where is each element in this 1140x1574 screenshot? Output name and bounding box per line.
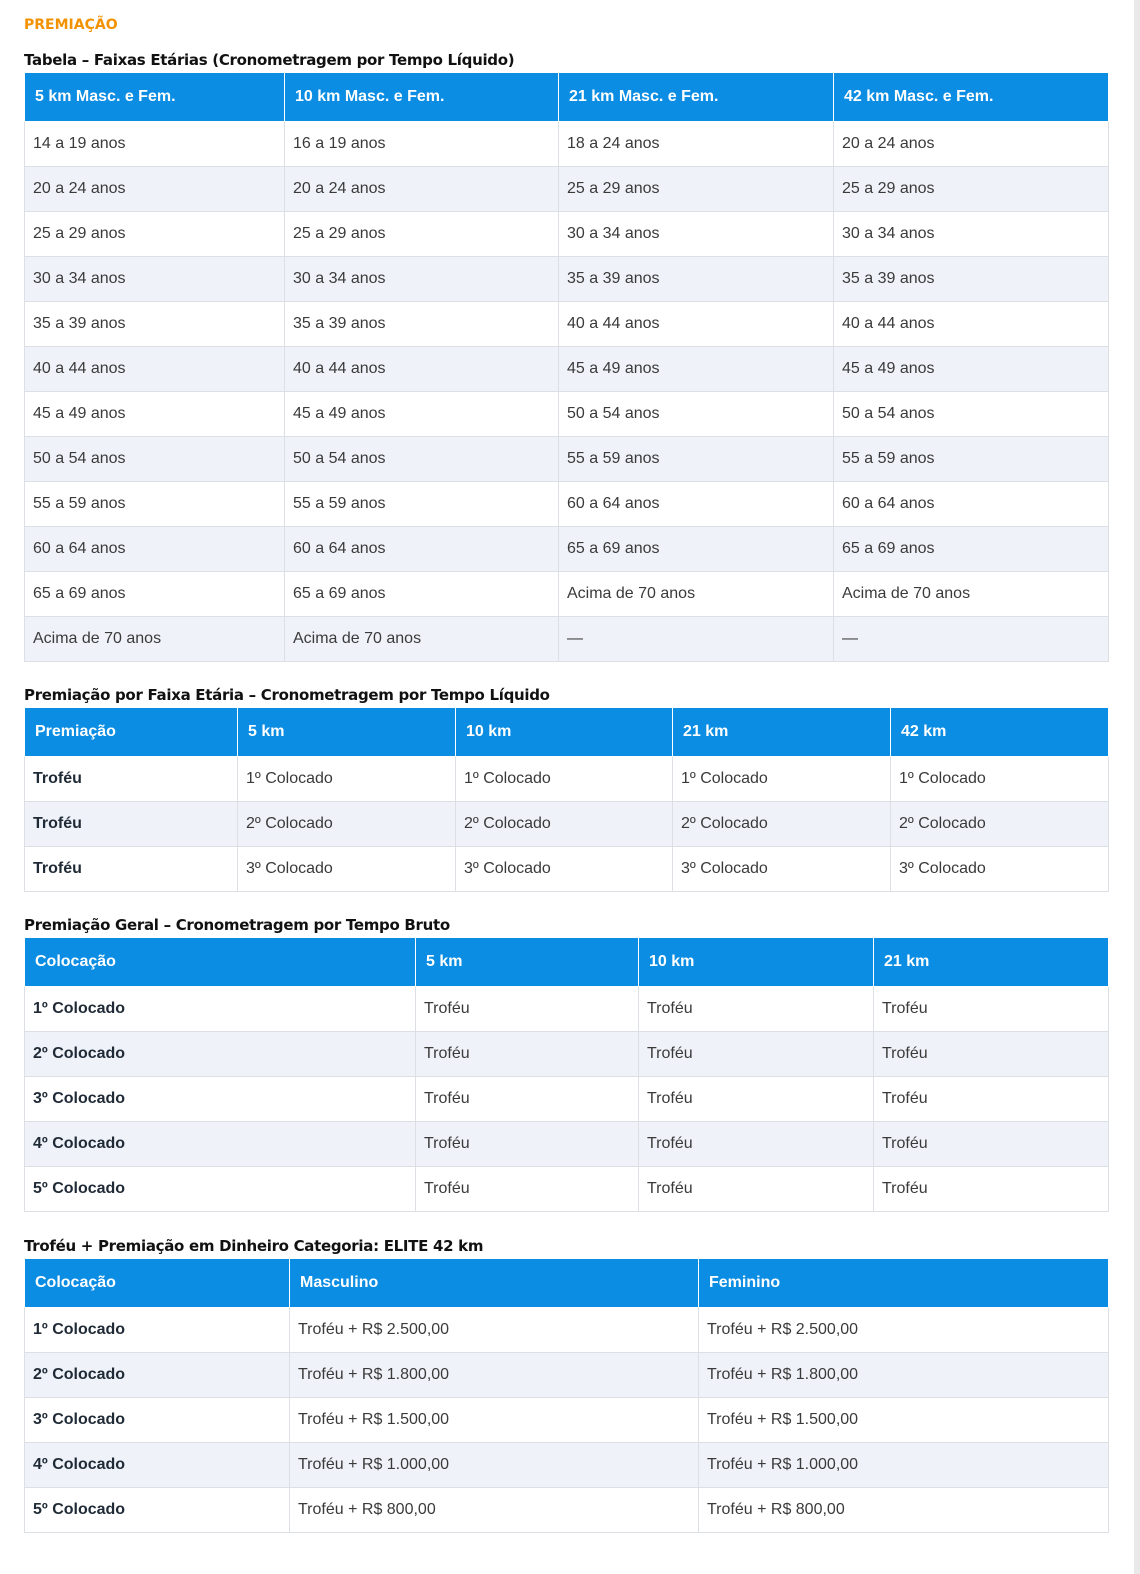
table-cell: Troféu + R$ 800,00 [290,1488,699,1533]
table-cell: 1º Colocado [673,757,891,802]
table-cell: Troféu [874,1077,1109,1122]
age-group-awards-table [24,708,1109,892]
age-groups-table [24,73,1109,662]
column-header: 5 km [416,938,639,987]
general-awards-title: Premiação Geral – Cronometragem por Tempo Bruto [24,916,450,934]
table-cell: Troféu [639,1077,874,1122]
table-row [25,1398,1109,1443]
table-cell: Acima de 70 anos [834,572,1109,617]
table-cell: 55 a 59 anos [25,482,285,527]
table-cell: 50 a 54 anos [285,437,559,482]
table-row [25,257,1109,302]
column-header: Feminino [699,1259,1109,1308]
table-cell: 2º Colocado [673,802,891,847]
table-cell: 5º Colocado [25,1167,416,1212]
table-header [25,708,1109,757]
table-row [25,122,1109,167]
table-cell: Troféu [639,1122,874,1167]
table-row [25,212,1109,257]
table-cell: 30 a 34 anos [559,212,834,257]
table-body [25,122,1109,662]
column-header: Colocação [25,1259,290,1308]
table-cell: 20 a 24 anos [25,167,285,212]
table-cell: 3º Colocado [456,847,673,892]
table-cell: Troféu [25,757,238,802]
column-header: 42 km Masc. e Fem. [834,73,1109,122]
table-cell: 25 a 29 anos [834,167,1109,212]
table-row [25,1077,1109,1122]
table-cell: Troféu + R$ 2.500,00 [290,1308,699,1353]
table-row [25,987,1109,1032]
table-cell: Troféu [416,1167,639,1212]
table-cell: Troféu [25,847,238,892]
table-cell: 35 a 39 anos [834,257,1109,302]
column-header: 10 km Masc. e Fem. [285,73,559,122]
table-cell: 20 a 24 anos [285,167,559,212]
section-label: PREMIAÇÃO [24,17,118,33]
table-cell: 2º Colocado [891,802,1109,847]
table-cell: 65 a 69 anos [834,527,1109,572]
table-cell: 3º Colocado [25,1077,416,1122]
table-cell: 1º Colocado [456,757,673,802]
table-body [25,987,1109,1212]
table-cell: 14 a 19 anos [25,122,285,167]
table-row [25,1443,1109,1488]
table-cell: 1º Colocado [238,757,456,802]
table-cell: 5º Colocado [25,1488,290,1533]
table-cell: Acima de 70 anos [559,572,834,617]
table-cell: Troféu [639,987,874,1032]
column-header: 42 km [891,708,1109,757]
table-cell: 30 a 34 anos [285,257,559,302]
column-header: Colocação [25,938,416,987]
table-cell: 4º Colocado [25,1443,290,1488]
table-cell: 25 a 29 anos [559,167,834,212]
table-cell: 55 a 59 anos [559,437,834,482]
table-header [25,938,1109,987]
table-cell: — [559,617,834,662]
column-header: Premiação [25,708,238,757]
table-cell: 1º Colocado [891,757,1109,802]
table-row [25,1308,1109,1353]
table-cell: Troféu + R$ 1.000,00 [290,1443,699,1488]
table-cell: 65 a 69 anos [285,572,559,617]
table-cell: 35 a 39 anos [285,302,559,347]
table-cell: 2º Colocado [456,802,673,847]
table-cell: 35 a 39 anos [559,257,834,302]
table-cell: Troféu [416,1122,639,1167]
table-cell: 25 a 29 anos [285,212,559,257]
table-cell: 60 a 64 anos [285,527,559,572]
table-row [25,302,1109,347]
table-cell: Acima de 70 anos [285,617,559,662]
table-cell: Troféu + R$ 1.800,00 [699,1353,1109,1398]
table-cell: Troféu [416,1077,639,1122]
column-header: 5 km Masc. e Fem. [25,73,285,122]
table-row [25,437,1109,482]
table-cell: 3º Colocado [25,1398,290,1443]
table-cell: Troféu [874,1122,1109,1167]
table-cell: 20 a 24 anos [834,122,1109,167]
table-body [25,1308,1109,1533]
table-cell: 1º Colocado [25,987,416,1032]
table-row [25,572,1109,617]
table-cell: 60 a 64 anos [834,482,1109,527]
table-cell: 40 a 44 anos [285,347,559,392]
header-row [25,708,1109,757]
column-header: 21 km [874,938,1109,987]
table-cell: Troféu [874,1032,1109,1077]
table-cell: Troféu + R$ 800,00 [699,1488,1109,1533]
table-cell: 45 a 49 anos [559,347,834,392]
elite-awards-table [24,1259,1109,1533]
column-header: 10 km [639,938,874,987]
table-row [25,347,1109,392]
table-cell: 30 a 34 anos [834,212,1109,257]
header-row [25,1259,1109,1308]
table-cell: 45 a 49 anos [834,347,1109,392]
age-groups-title: Tabela – Faixas Etárias (Cronometragem por Tempo Líquido) [24,51,515,69]
table-cell: Troféu + R$ 1.800,00 [290,1353,699,1398]
table-cell: 50 a 54 anos [834,392,1109,437]
table-row [25,167,1109,212]
table-cell: Troféu + R$ 1.000,00 [699,1443,1109,1488]
table-body [25,757,1109,892]
table-cell: 2º Colocado [25,1032,416,1077]
table-row [25,1032,1109,1077]
column-header: 21 km Masc. e Fem. [559,73,834,122]
table-cell: — [834,617,1109,662]
table-cell: 55 a 59 anos [834,437,1109,482]
table-header [25,73,1109,122]
header-row [25,73,1109,122]
table-row [25,757,1109,802]
table-cell: Troféu + R$ 2.500,00 [699,1308,1109,1353]
table-cell: Troféu [639,1032,874,1077]
table-cell: 35 a 39 anos [25,302,285,347]
table-cell: 50 a 54 anos [559,392,834,437]
table-cell: 2º Colocado [238,802,456,847]
table-cell: Troféu [25,802,238,847]
table-cell: 40 a 44 anos [559,302,834,347]
table-cell: 3º Colocado [673,847,891,892]
elite-awards-title: Troféu + Premiação em Dinheiro Categoria: ELITE 42 km [24,1237,484,1255]
table-cell: Troféu + R$ 1.500,00 [290,1398,699,1443]
table-row [25,1167,1109,1212]
table-cell: 60 a 64 anos [25,527,285,572]
page-scrollbar[interactable] [1134,0,1140,1574]
header-row [25,938,1109,987]
table-cell: Acima de 70 anos [25,617,285,662]
table-row [25,1353,1109,1398]
column-header: Masculino [290,1259,699,1308]
table-row [25,1122,1109,1167]
table-cell: Troféu [874,987,1109,1032]
table-cell: 18 a 24 anos [559,122,834,167]
table-header [25,1259,1109,1308]
table-cell: 65 a 69 anos [559,527,834,572]
table-cell: Troféu [874,1167,1109,1212]
table-row [25,527,1109,572]
table-row [25,482,1109,527]
table-cell: 45 a 49 anos [25,392,285,437]
table-row [25,392,1109,437]
table-cell: 45 a 49 anos [285,392,559,437]
column-header: 21 km [673,708,891,757]
table-cell: 3º Colocado [891,847,1109,892]
table-cell: 65 a 69 anos [25,572,285,617]
table-cell: 1º Colocado [25,1308,290,1353]
age-group-awards-title: Premiação por Faixa Etária – Cronometragem por Tempo Líquido [24,686,550,704]
table-row [25,1488,1109,1533]
table-cell: 55 a 59 anos [285,482,559,527]
table-cell: Troféu + R$ 1.500,00 [699,1398,1109,1443]
column-header: 10 km [456,708,673,757]
table-cell: 30 a 34 anos [25,257,285,302]
table-cell: 60 a 64 anos [559,482,834,527]
general-awards-table [24,938,1109,1212]
table-row [25,617,1109,662]
table-cell: 3º Colocado [238,847,456,892]
table-cell: Troféu [639,1167,874,1212]
table-row [25,847,1109,892]
table-cell: 4º Colocado [25,1122,416,1167]
table-cell: 40 a 44 anos [25,347,285,392]
table-cell: 40 a 44 anos [834,302,1109,347]
table-cell: 25 a 29 anos [25,212,285,257]
table-cell: 50 a 54 anos [25,437,285,482]
table-cell: 2º Colocado [25,1353,290,1398]
column-header: 5 km [238,708,456,757]
table-cell: Troféu [416,1032,639,1077]
table-row [25,802,1109,847]
table-cell: 16 a 19 anos [285,122,559,167]
table-cell: Troféu [416,987,639,1032]
